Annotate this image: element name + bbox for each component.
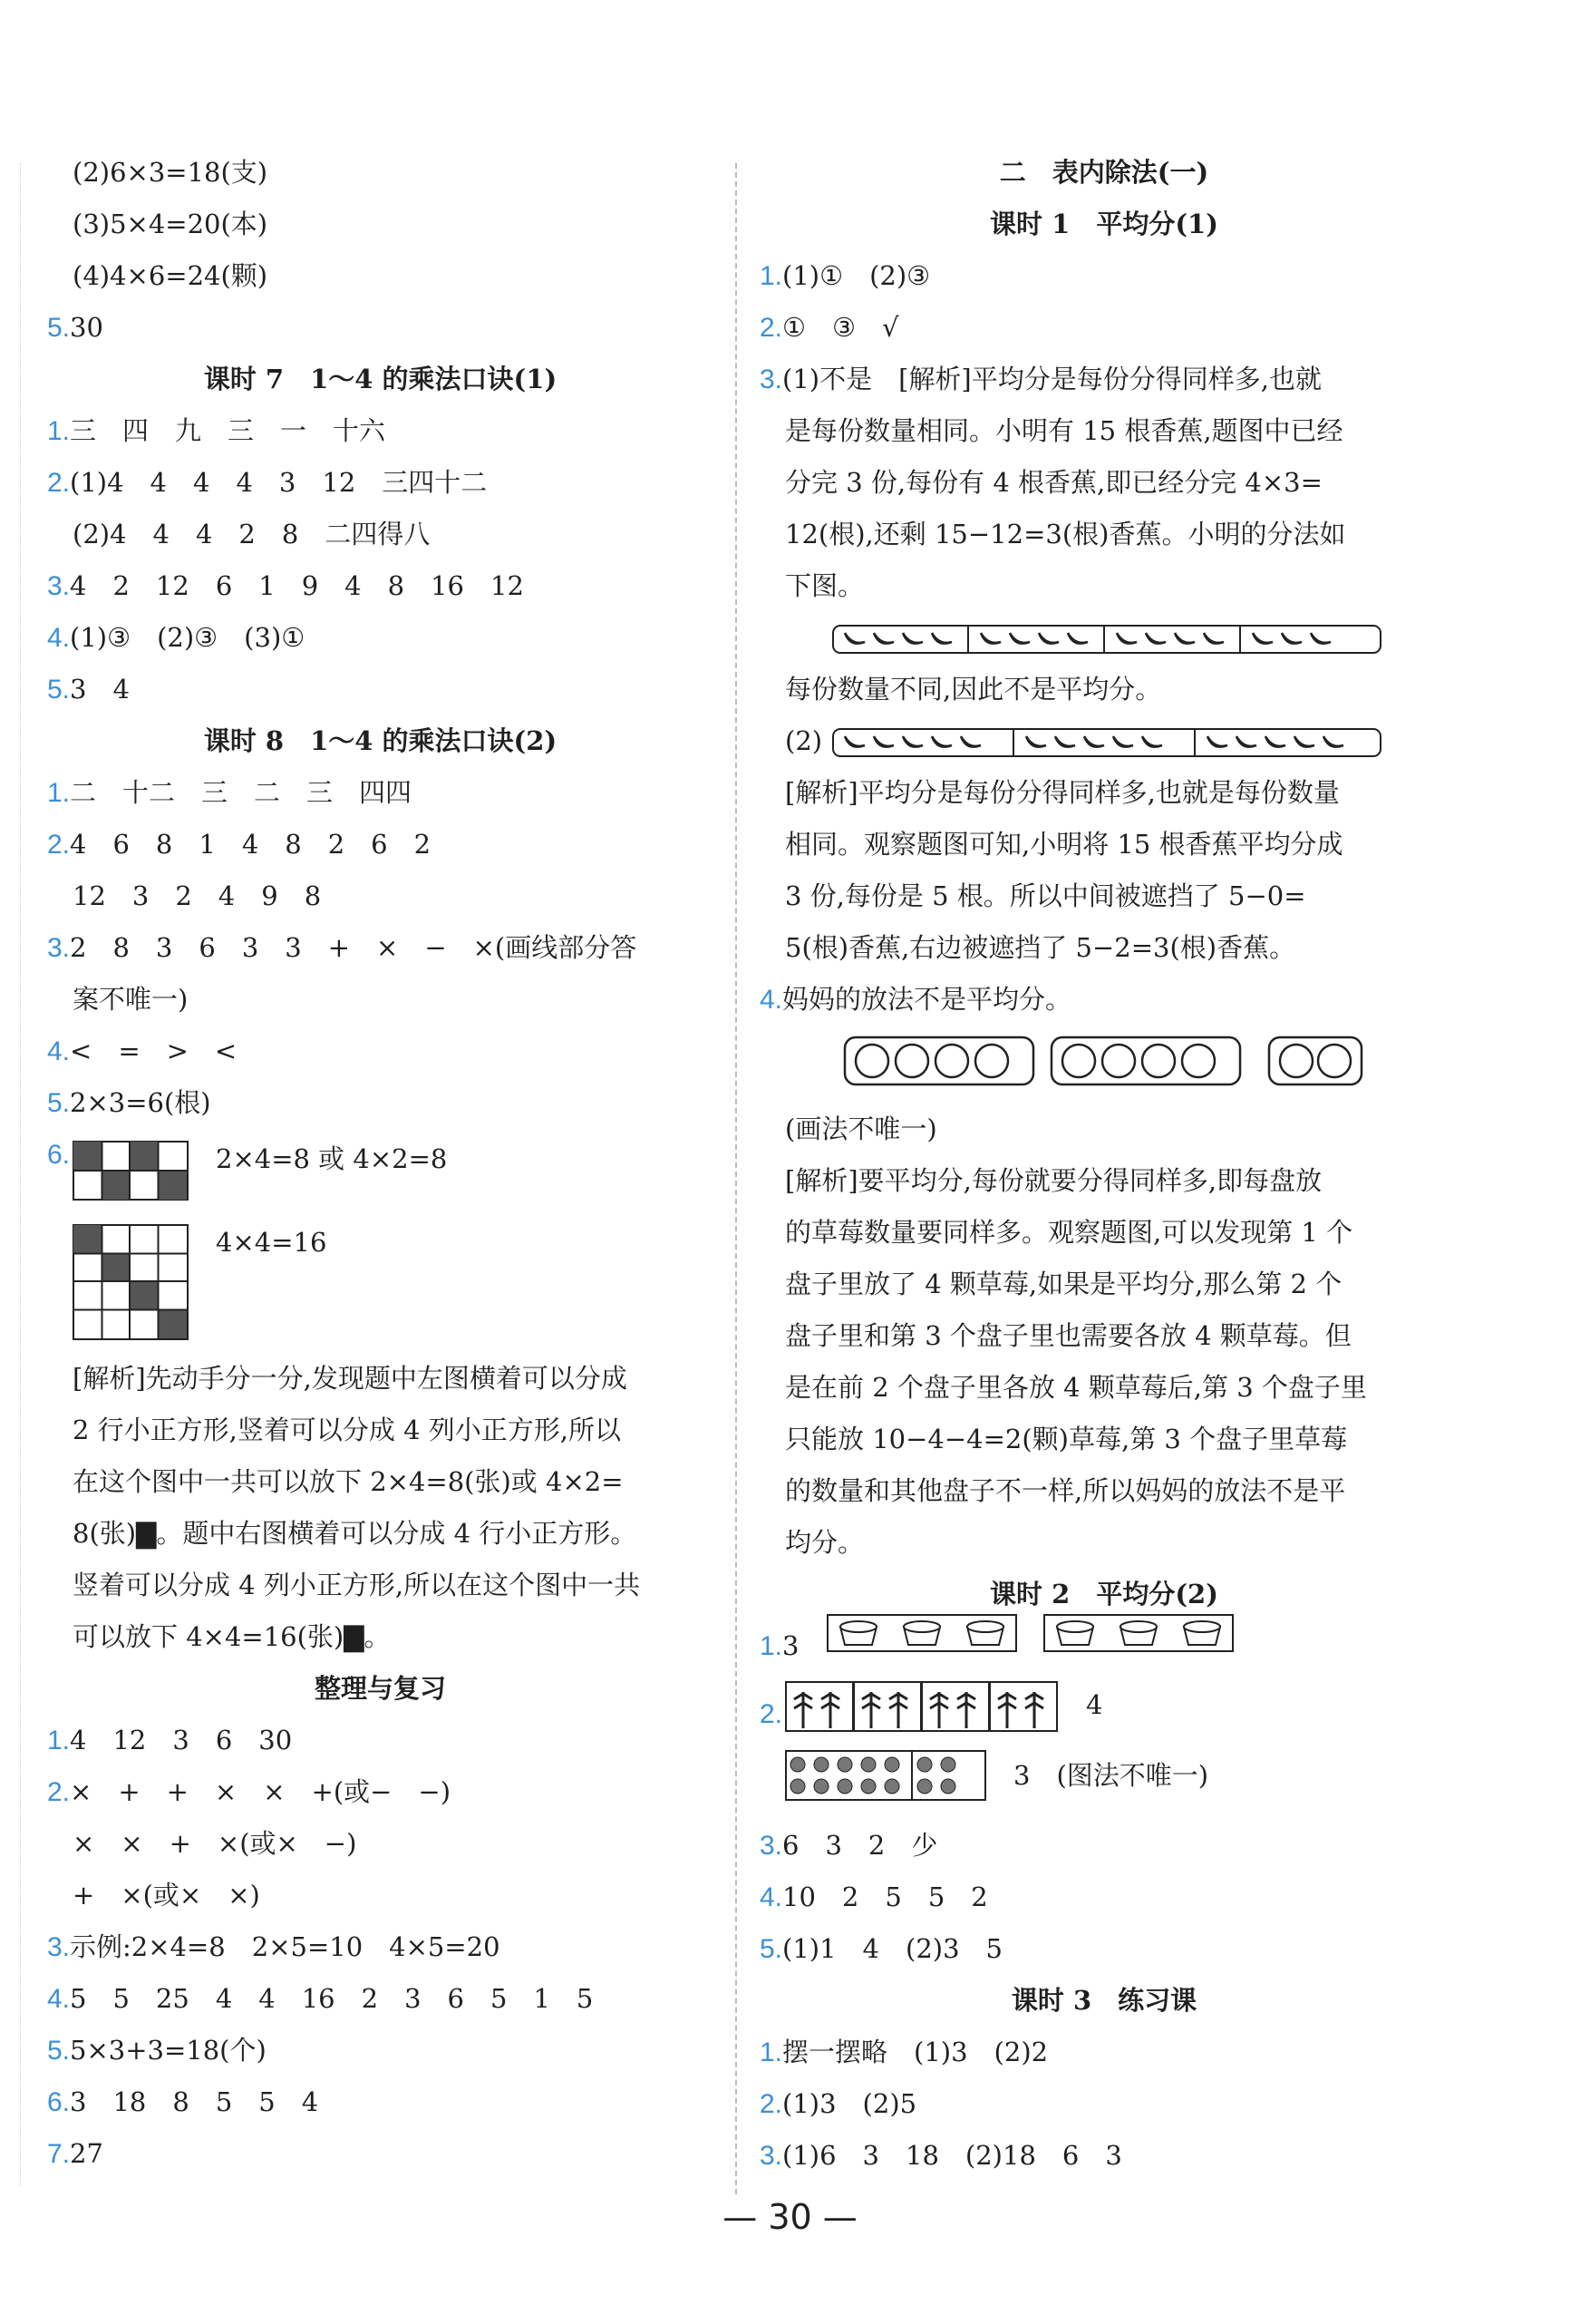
answer-line: [73, 154, 267, 190]
answer-line: [47, 464, 487, 501]
strawberry-plates: [843, 1036, 1365, 1088]
question-number: 5.: [47, 1088, 71, 1118]
answer-line: [73, 1877, 260, 1913]
answer-line: [760, 309, 899, 345]
question-number: 3.: [760, 2141, 783, 2171]
answer-text: 5 5 25 4 4 16 2 3 6 5 1 5: [70, 1983, 594, 2014]
answer-line: [73, 1463, 624, 1500]
question-number: 2.: [760, 2089, 783, 2119]
answer-line: [73, 516, 430, 552]
answer-text: 只能放 10−4−4=2(颗)草莓,第 3 个盘子里草莓: [785, 1424, 1348, 1454]
answer-line: [47, 1084, 211, 1121]
answer-line: [760, 1628, 799, 1664]
answer-text: 盘子里放了 4 颗草莓,如果是平均分,那么第 2 个: [785, 1269, 1343, 1299]
strawberry-answer: 3 (图法不唯一): [1013, 1760, 1209, 1791]
answer-line: [73, 206, 267, 242]
question-number: 3.: [47, 933, 71, 963]
answer-text: + ×(或× ×): [73, 1880, 260, 1911]
question-number: 1.: [47, 1726, 71, 1755]
answer-text: (1)③ (2)③ (3)①: [70, 622, 305, 653]
plant-groups: [785, 1681, 1061, 1732]
answer-line: [785, 723, 822, 759]
answer-text: (画法不唯一): [785, 1113, 937, 1144]
section-heading: 课时 7 1～4 的乘法口诀(1): [203, 364, 557, 394]
answer-line: [785, 1266, 1342, 1302]
answer-line: [73, 1515, 636, 1551]
answer-line: [785, 1162, 1322, 1199]
answer-text: 的数量和其他盘子不一样,所以妈妈的放法不是平: [785, 1475, 1346, 1506]
answer-text: (1)4 4 4 4 3 12 三四十二: [70, 467, 488, 498]
answer-line: [785, 413, 1343, 449]
answer-line: [785, 464, 1323, 501]
answer-line: [760, 361, 1322, 397]
question-number: 1.: [47, 778, 71, 808]
answer-text: 每份数量不同,因此不是平均分。: [785, 674, 1162, 705]
page-number: — 30 —: [722, 2197, 858, 2237]
answer-line: [47, 774, 412, 811]
strawberry-icon: [838, 1757, 852, 1772]
question-number: 5.: [760, 1934, 783, 1964]
strawberry-groups: [785, 1750, 986, 1801]
answer-line: [73, 1619, 391, 1655]
question-number: 6.: [47, 1140, 71, 1170]
question-number: 1.: [760, 2037, 783, 2067]
answer-text: 竖着可以分成 4 列小正方形,所以在这个图中一共: [73, 1570, 641, 1600]
answer-line: [760, 258, 930, 294]
answer-line: [785, 878, 1306, 914]
answer-line: [785, 568, 864, 604]
plant-answer: 4: [1086, 1689, 1103, 1720]
answer-line: [760, 1696, 782, 1732]
answer-text: 妈妈的放法不是平均分。: [782, 984, 1072, 1015]
question-number: 4.: [47, 623, 71, 653]
strawberry-icon: [885, 1779, 899, 1794]
answer-text: 12 3 2 4 9 8: [73, 880, 322, 911]
answer-line: [785, 774, 1340, 811]
answer-text: 3: [782, 1630, 800, 1661]
answer-text: < = > <: [70, 1036, 237, 1066]
answer-text: 2 8 3 6 3 3 + × − ×(画线部分答: [70, 932, 637, 963]
question-number: 2.: [760, 1699, 783, 1729]
strawberry-icon: [790, 1757, 805, 1772]
answer-text: 4 6 8 1 4 8 2 6 2: [70, 829, 431, 860]
question-number: 1.: [760, 261, 783, 291]
answer-line: [785, 826, 1343, 862]
section-heading: 课时 8 1～4 的乘法口诀(2): [203, 725, 557, 756]
answer-line: [785, 1473, 1345, 1509]
answer-text: (2)6×3=18(支): [73, 157, 268, 188]
strawberry-icon: [861, 1757, 876, 1772]
answer-line: [47, 671, 130, 707]
answer-text: 的草莓数量要同样多。观察题图,可以发现第 1 个: [785, 1217, 1353, 1248]
grid-figure-4x4: [73, 1224, 189, 1340]
section-heading: 二 表内除法(一): [999, 157, 1209, 188]
answer-text: 12(根),还剩 15−12=3(根)香蕉。小明的分法如: [785, 519, 1346, 549]
answer-text: 是在前 2 个盘子里各放 4 颗草莓后,第 3 个盘子里: [785, 1372, 1367, 1403]
answer-text: 2×3=6(根): [70, 1087, 211, 1118]
question-number: 2.: [47, 1777, 71, 1807]
section-heading: 课时 1 平均分(1): [990, 209, 1218, 239]
answer-text: 5(根)香蕉,右边被遮挡了 5−2=3(根)香蕉。: [785, 932, 1296, 963]
answer-line: [47, 309, 103, 345]
answer-text: 4 12 3 6 30: [70, 1725, 293, 1755]
answer-text: 3 18 8 5 5 4: [70, 2086, 319, 2117]
answer-line: [47, 2084, 318, 2120]
question-number: 1.: [760, 1631, 783, 1661]
answer-line: [47, 2135, 103, 2172]
answer-line: [760, 2086, 916, 2122]
strawberry-icon: [941, 1779, 955, 1794]
answer-line: [785, 1524, 864, 1561]
question-number: 2.: [47, 830, 71, 860]
answer-text: 摆一摆略 (1)3 (2)2: [782, 2037, 1049, 2067]
answer-line: [73, 1567, 640, 1603]
answer-text: × × + ×(或× −): [73, 1828, 357, 1859]
question-number: 5.: [47, 675, 71, 705]
answer-text: 相同。观察题图可知,小明将 15 根香蕉平均分成: [785, 829, 1343, 860]
answer-line: [73, 1360, 627, 1396]
strawberry-icon: [885, 1757, 899, 1772]
column-divider: [735, 163, 737, 2194]
question-number: 2.: [47, 468, 71, 498]
answer-text: (3)5×4=20(本): [73, 209, 268, 239]
section-heading: 课时 2 平均分(2): [990, 1579, 1218, 1609]
cupcake-boxes: [827, 1614, 1235, 1652]
answer-line: [785, 1111, 937, 1147]
answer-line: [785, 1421, 1347, 1457]
answer-text: [解析]要平均分,每份就要分得同样多,即每盘放: [785, 1165, 1323, 1196]
question-number: 3.: [47, 571, 71, 601]
answer-text: 27: [70, 2138, 103, 2169]
answer-line: [785, 929, 1295, 966]
answer-line: [47, 1929, 500, 1965]
strawberry-icon: [814, 1757, 829, 1772]
strawberry-icon: [861, 1779, 876, 1794]
question-number: 4.: [760, 985, 783, 1015]
answer-line: [47, 929, 636, 966]
answer-text: (1)6 3 18 (2)18 6 3: [782, 2140, 1122, 2171]
answer-line: [73, 981, 188, 1017]
answer-line: [47, 568, 524, 604]
answer-line: [47, 413, 385, 449]
answer-line: [47, 1722, 292, 1758]
answer-text: 案不唯一): [73, 984, 189, 1015]
answer-text: 下图。: [785, 570, 865, 601]
answer-line: [47, 1136, 70, 1172]
answer-text: 均分。: [785, 1527, 865, 1558]
strawberry-icon: [917, 1779, 932, 1794]
answer-line: [785, 671, 1161, 707]
answer-text: 示例:2×4=8 2×5=10 4×5=20: [70, 1931, 500, 1962]
answer-text: 6 3 2 少: [782, 1830, 938, 1861]
answer-line: [760, 1930, 1003, 1967]
answer-text: × + + × × +(或− −): [70, 1776, 451, 1807]
answer-text: (1)1 4 (2)3 5: [782, 1933, 1003, 1964]
answer-line: [47, 826, 431, 862]
question-number: 1.: [47, 416, 71, 446]
question-number: 3.: [760, 1831, 783, 1861]
answer-line: [760, 2034, 1048, 2070]
answer-line: [73, 258, 267, 294]
answer-line: [785, 1214, 1352, 1250]
answer-text: (1)① (2)③: [782, 260, 931, 291]
answer-line: [73, 878, 321, 914]
answer-text: 5×3+3=18(个): [70, 2035, 267, 2066]
answer-line: [760, 1879, 988, 1915]
question-number: 4.: [760, 1882, 783, 1912]
question-number: 4.: [47, 1984, 71, 2014]
answer-line: [47, 1774, 451, 1810]
banana-bar-uneven: [832, 624, 1381, 655]
answer-text: 是每份数量相同。小明有 15 根香蕉,题图中已经: [785, 415, 1343, 446]
answer-line: [760, 2137, 1122, 2173]
question-number: 3.: [47, 1932, 71, 1962]
answer-line: [760, 981, 1071, 1017]
margin-line: [20, 163, 21, 2185]
answer-line: [47, 619, 305, 656]
question-number: 3.: [760, 365, 783, 394]
answer-text: 8(张)▇。题中右图横着可以分成 4 行小正方形。: [73, 1518, 637, 1549]
strawberry-icon: [838, 1779, 852, 1794]
answer-text: (1)3 (2)5: [782, 2088, 917, 2119]
answer-text: 30: [70, 312, 103, 343]
answer-text: 在这个图中一共可以放下 2×4=8(张)或 4×2=: [73, 1466, 624, 1497]
grid-equation-1: 2×4=8 或 4×2=8: [216, 1143, 448, 1174]
answer-text: 盘子里和第 3 个盘子里也需要各放 4 颗草莓。但: [785, 1320, 1352, 1351]
answer-text: 3 份,每份是 5 根。所以中间被遮挡了 5−0=: [785, 880, 1306, 911]
answer-line: [785, 1318, 1352, 1354]
answer-text: [解析]先动手分一分,发现题中左图横着可以分成: [73, 1363, 627, 1394]
answer-line: [47, 2032, 267, 2068]
strawberry-icon: [790, 1779, 805, 1794]
answer-text: [解析]平均分是每份分得同样多,也就是每份数量: [785, 777, 1340, 808]
section-heading: 整理与复习: [314, 1673, 446, 1704]
strawberry-icon: [814, 1779, 829, 1794]
answer-line: [785, 1369, 1367, 1405]
answer-text: (4)4×6=24(颗): [73, 260, 268, 291]
answer-text: 分完 3 份,每份有 4 根香蕉,即已经分完 4×3=: [785, 467, 1323, 498]
grid-figure-2x4: [73, 1141, 189, 1201]
answer-text: ① ③ √: [782, 312, 899, 343]
question-number: 5.: [47, 2036, 71, 2066]
answer-line: [47, 1033, 237, 1069]
strawberry-icon: [917, 1757, 932, 1772]
question-number: 2.: [760, 313, 783, 343]
answer-text: 2 行小正方形,竖着可以分成 4 列小正方形,所以: [73, 1415, 621, 1445]
answer-line: [73, 1412, 621, 1448]
answer-text: (2)4 4 4 2 8 二四得八: [73, 519, 431, 549]
question-number: 4.: [47, 1036, 71, 1066]
grid-equation-2: 4×4=16: [216, 1227, 327, 1258]
section-heading: 课时 3 练习课: [1011, 1985, 1197, 2016]
answer-text: 三 四 九 三 一 十六: [70, 415, 386, 446]
answer-text: 二 十二 三 二 三 四四: [70, 777, 412, 808]
answer-text: 4 2 12 6 1 9 4 8 16 12: [70, 570, 524, 601]
answer-line: [785, 516, 1345, 552]
answer-line: [47, 1980, 593, 2017]
answer-line: [73, 1825, 356, 1862]
answer-text: (1)不是 [解析]平均分是每份分得同样多,也就: [782, 364, 1322, 394]
answer-text: 10 2 5 5 2: [782, 1882, 988, 1912]
answer-text: (2): [785, 725, 823, 756]
answer-text: 可以放下 4×4=16(张)▇。: [73, 1621, 391, 1652]
question-number: 5.: [47, 313, 71, 343]
strawberry-icon: [941, 1757, 955, 1772]
answer-line: [760, 1827, 937, 1863]
question-number: 6.: [47, 2087, 71, 2117]
question-number: 7.: [47, 2139, 71, 2169]
answer-text: 3 4: [70, 674, 130, 705]
banana-bar-even: [832, 727, 1381, 758]
